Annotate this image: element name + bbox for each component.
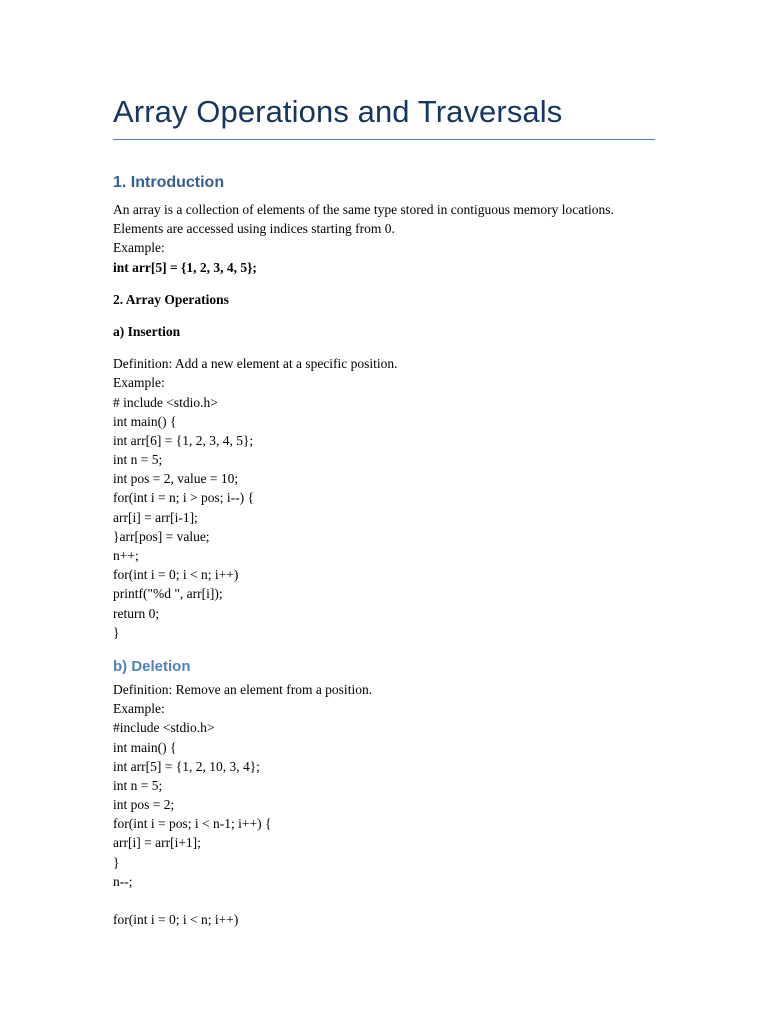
code-line: for(int i = pos; i < n-1; i++) { xyxy=(113,816,272,832)
code-line: int main() { xyxy=(113,413,177,429)
code-line: int pos = 2; xyxy=(113,797,175,813)
code-line: arr[i] = arr[i+1]; xyxy=(113,835,201,851)
code-line: n--; xyxy=(113,873,133,889)
deletion-heading: b) Deletion xyxy=(113,657,191,675)
operations-heading: 2. Array Operations xyxy=(113,291,229,307)
code-line: printf("%d ", arr[i]); xyxy=(113,586,223,602)
code-line: int arr[5] = {1, 2, 10, 3, 4}; xyxy=(113,758,260,774)
document-body xyxy=(113,170,655,929)
insertion-heading: a) Insertion xyxy=(113,323,181,339)
code-line: int n = 5; xyxy=(113,777,163,793)
title-underline xyxy=(113,139,655,140)
deletion-example-label: Example: xyxy=(113,701,165,717)
code-line: } xyxy=(113,854,120,870)
code-line: int n = 5; xyxy=(113,452,163,468)
introduction-line: Example: xyxy=(113,240,165,256)
deletion-definition: Definition: Remove an element from a position. xyxy=(113,681,373,697)
code-line-blank xyxy=(113,891,655,910)
code-line: for(int i = 0; i < n; i++) xyxy=(113,567,239,583)
code-line: int pos = 2, value = 10; xyxy=(113,471,239,487)
insertion-example-label: Example: xyxy=(113,375,165,391)
code-line: int main() { xyxy=(113,739,177,755)
code-line: # include <stdio.h> xyxy=(113,394,218,410)
code-line: }arr[pos] = value; xyxy=(113,528,210,544)
code-line: return 0; xyxy=(113,605,160,621)
insertion-definition: Definition: Add a new element at a specific position. xyxy=(113,356,398,372)
deletion-code-block xyxy=(113,718,655,929)
introduction-example-code: int arr[5] = {1, 2, 3, 4, 5}; xyxy=(113,259,257,275)
code-line: } xyxy=(113,624,120,640)
introduction-line: An array is a collection of elements of the same type stored in contiguous memory locations. xyxy=(113,202,614,217)
code-line: n++; xyxy=(113,548,139,563)
code-line: for(int i = n; i > pos; i--) { xyxy=(113,490,254,506)
introduction-heading: 1. Introduction xyxy=(113,174,225,191)
insertion-code-block xyxy=(113,393,655,642)
introduction-line: Elements are accessed using indices starting from 0. xyxy=(113,221,395,237)
code-line: arr[i] = arr[i-1]; xyxy=(113,509,198,525)
document-title: Array Operations and Traversals xyxy=(113,94,563,129)
code-line: int arr[6] = {1, 2, 3, 4, 5}; xyxy=(113,432,254,448)
code-line: for(int i = 0; i < n; i++) xyxy=(113,912,239,928)
code-line: #include <stdio.h> xyxy=(113,720,215,736)
